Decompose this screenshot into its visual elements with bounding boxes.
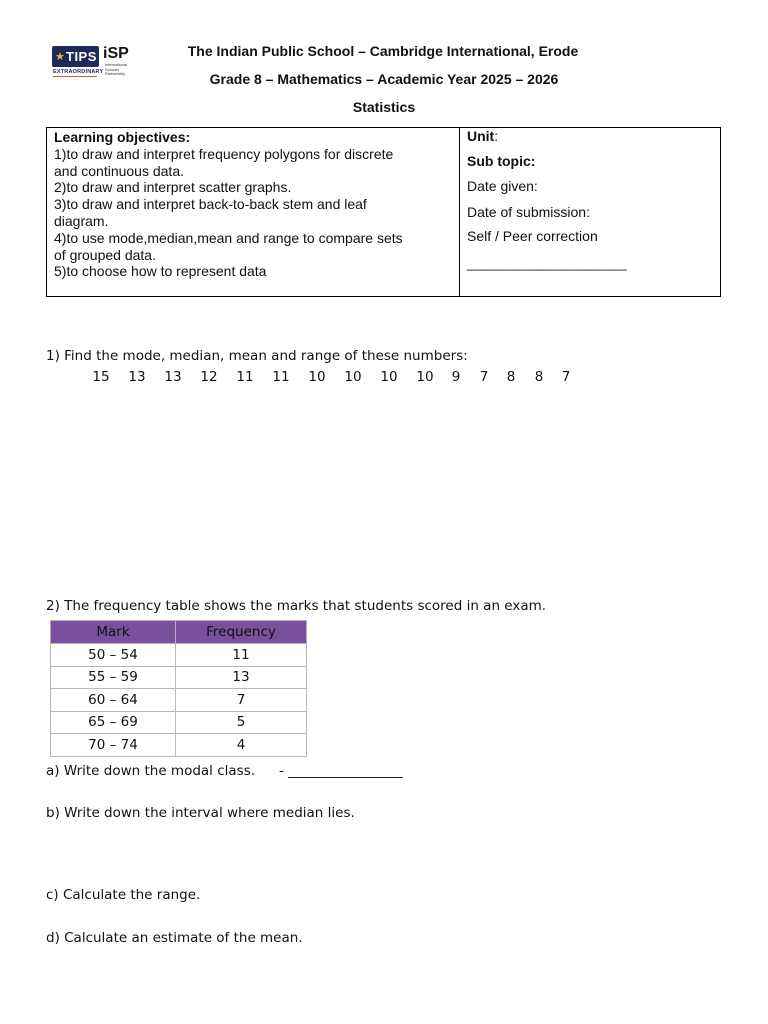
objective-line: 4)to use mode,median,mean and range to compare sets: [54, 229, 403, 246]
frequency-cell: 13: [176, 666, 307, 689]
table-row: [51, 666, 307, 689]
number-item: 12: [200, 369, 218, 385]
unit-info-cell: [460, 128, 720, 296]
question-2b: b) Write down the interval where median lies.: [46, 805, 355, 821]
mark-cell: 55 – 59: [51, 666, 176, 689]
number-item: 15: [92, 369, 110, 385]
objective-line: 5)to choose how to represent data: [54, 263, 267, 280]
objectives-table: [46, 127, 721, 297]
column-header-mark: Mark: [51, 621, 176, 644]
number-item: 13: [128, 369, 146, 385]
date-given-label: Date given:: [467, 178, 538, 194]
objectives-heading: Learning objectives:: [54, 129, 191, 145]
question-2a: a) Write down the modal class.: [46, 763, 256, 779]
number-item: 10: [380, 369, 398, 385]
objective-line: 3)to draw and interpret back-to-back stem and leaf: [54, 196, 367, 213]
mark-cell: 70 – 74: [51, 734, 176, 757]
number-item: 11: [272, 369, 290, 385]
subtopic-label: Sub topic:: [467, 153, 536, 169]
table-row: [51, 734, 307, 757]
objective-line: and continuous data.: [54, 162, 184, 179]
objective-line: diagram.: [54, 212, 109, 229]
number-item: 13: [164, 369, 182, 385]
signature-line: _______________________: [467, 256, 627, 271]
question-2c: c) Calculate the range.: [46, 887, 201, 903]
mark-cell: 50 – 54: [51, 644, 176, 667]
school-title: The Indian Public School – Cambridge International, Erode: [187, 43, 579, 59]
number-item: 10: [308, 369, 326, 385]
learning-objectives-cell: [47, 128, 460, 296]
number-item: 10: [416, 369, 434, 385]
objective-line: 2)to draw and interpret scatter graphs.: [54, 179, 292, 196]
isp-logo-subtext: International Schools Partnership: [105, 62, 128, 77]
correction-label: Self / Peer correction: [467, 228, 598, 244]
mark-cell: 60 – 64: [51, 689, 176, 712]
star-icon: ★: [55, 50, 65, 63]
number-item: 8: [534, 369, 544, 385]
answer-blank-2a: - _________________: [279, 763, 403, 779]
tips-tagline: EXTRAORDINARY: [53, 69, 104, 75]
topic-title: Statistics: [352, 99, 416, 115]
table-header-row: [51, 621, 307, 644]
number-item: 11: [236, 369, 254, 385]
number-list: [0, 369, 768, 387]
number-item: 8: [506, 369, 516, 385]
table-row: [51, 711, 307, 734]
frequency-table: [50, 620, 307, 757]
tips-logo-text: TIPS: [66, 49, 97, 64]
question-1: 1) Find the mode, median, mean and range of these numbers:: [46, 348, 468, 364]
mark-cell: 65 – 69: [51, 711, 176, 734]
table-row: [51, 644, 307, 667]
question-2d: d) Calculate an estimate of the mean.: [46, 930, 303, 946]
frequency-cell: 7: [176, 689, 307, 712]
isp-logo-text: iSP: [103, 45, 129, 62]
number-item: 7: [479, 369, 489, 385]
frequency-cell: 4: [176, 734, 307, 757]
objective-line: 1)to draw and interpret frequency polygons for discrete: [54, 145, 394, 162]
date-submission-label: Date of submission:: [467, 204, 590, 220]
column-header-frequency: Frequency: [176, 621, 307, 644]
question-2: 2) The frequency table shows the marks that students scored in an exam.: [46, 598, 547, 614]
frequency-cell: 11: [176, 644, 307, 667]
frequency-cell: 5: [176, 711, 307, 734]
number-item: 10: [344, 369, 362, 385]
table-row: [51, 689, 307, 712]
grade-title: Grade 8 – Mathematics – Academic Year 2025 – 2026: [209, 71, 559, 87]
objective-line: of grouped data.: [54, 246, 156, 263]
unit-label: Unit:: [467, 128, 499, 144]
number-item: 7: [561, 369, 571, 385]
number-item: 9: [451, 369, 461, 385]
